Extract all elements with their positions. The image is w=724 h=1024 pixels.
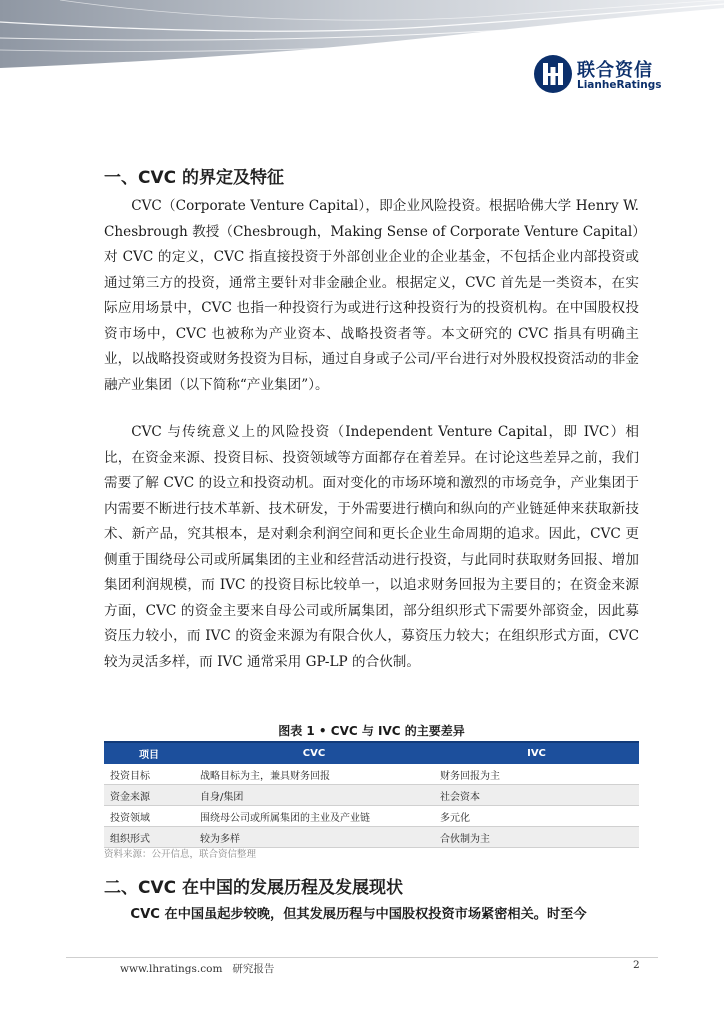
table-cell: 资金来源	[104, 785, 194, 806]
table-header-ivc: IVC	[434, 742, 639, 764]
section-2-lead-paragraph: CVC 在中国虽起步较晚，但其发展历程与中国股权投资市场紧密相关。时至今	[130, 907, 587, 922]
brand-name-en: LianheRatings	[577, 79, 662, 91]
table-header-item: 项目	[104, 742, 194, 764]
comparison-table	[104, 741, 639, 848]
table-row	[104, 785, 639, 806]
page-number: 2	[633, 959, 640, 971]
table-source-note: 资料来源：公开信息，联合资信整理	[104, 849, 257, 860]
section-1-paragraph-2: CVC 与传统意义上的风险投资（Independent Venture Capital，即 IVC）相比，在资金来源、投资目标、投资领域等方面都存在着差异。在讨论这些差异之前，我们需要了解 CVC 的设立和投资动机。面对变化的市场环境和激烈的市场竞争，产业集团于内需要不断进行技术革新、技术研发，于外需要进行横向和纵向的产业链延伸来获取新技术、新产品，究其根本，是对剩余利润空间和更长企业生命周期的追求。因此，CVC 更侧重于围绕母公司或所属集团的主业和经营活动进行投资，与此同时获取财务回报、增加集团利润规模，而 IVC 的投资目标比较单一，以追求财务回报为主要目的；在资金来源方面，CVC 的资金主要来自母公司或所属集团，部分组织形式下需要外部资金，因此募资压力较小，而 IVC 的资金来源为有限合伙人，募资压力较大；在组织形式方面，CVC 较为灵活多样，而 IVC 通常采用 GP-LP 的合伙制。	[104, 424, 639, 670]
section-2-title: 二、CVC 在中国的发展历程及发展现状	[104, 878, 404, 898]
logo-mark-icon	[533, 54, 573, 94]
footer-source	[120, 961, 274, 976]
table-cell: 投资目标	[104, 764, 194, 785]
table-row	[104, 764, 639, 785]
table-header-cvc: CVC	[194, 742, 434, 764]
table-header-row	[104, 742, 639, 764]
section-1-title: 一、CVC 的界定及特征	[104, 168, 285, 188]
table-row	[104, 806, 639, 827]
footer-report-label: 研究报告	[232, 963, 275, 975]
table-cell: 自身/集团	[194, 785, 434, 806]
table-cell: 财务回报为主	[434, 764, 639, 785]
table-cell: 组织形式	[104, 827, 194, 848]
company-logo	[533, 52, 663, 98]
table-cell: 多元化	[434, 806, 639, 827]
section-1-paragraph-1: CVC（Corporate Venture Capital），即企业风险投资。根据哈佛大学 Henry W. Chesbrough 教授（Chesbrough，Making Sense of Corporate Venture Capital）对 CVC 的定义，CVC 指直接投资于外部创业企业的企业基金，不包括企业内部投资或通过第三方的投资，通常主要针对非金融企业。根据定义，CVC 首先是一类资本，在实际应用场景中，CVC 也指一种投资行为或进行这种投资行为的投资机构。在中国股权投资市场中，CVC 也被称为产业资本、战略投资者等。本文研究的 CVC 指具有明确主业，以战略投资或财务投资为目标，通过自身或子公司/平台进行对外股权投资活动的非金融产业集团（以下简称“产业集团”）。	[104, 198, 639, 393]
table-cell: 合伙制为主	[434, 827, 639, 848]
table-row	[104, 827, 639, 848]
table-cell: 战略目标为主，兼具财务回报	[194, 764, 434, 785]
figure-caption: 图表 1 • CVC 与 IVC 的主要差异	[278, 724, 465, 738]
footer-divider	[66, 957, 658, 958]
brand-name-cn: 联合资信	[577, 60, 653, 81]
table-cell: 投资领域	[104, 806, 194, 827]
footer-site-link[interactable]: www.lhratings.com	[120, 963, 223, 975]
table-cell: 较为多样	[194, 827, 434, 848]
table-cell: 围绕母公司或所属集团的主业及产业链	[194, 806, 434, 827]
table-cell: 社会资本	[434, 785, 639, 806]
